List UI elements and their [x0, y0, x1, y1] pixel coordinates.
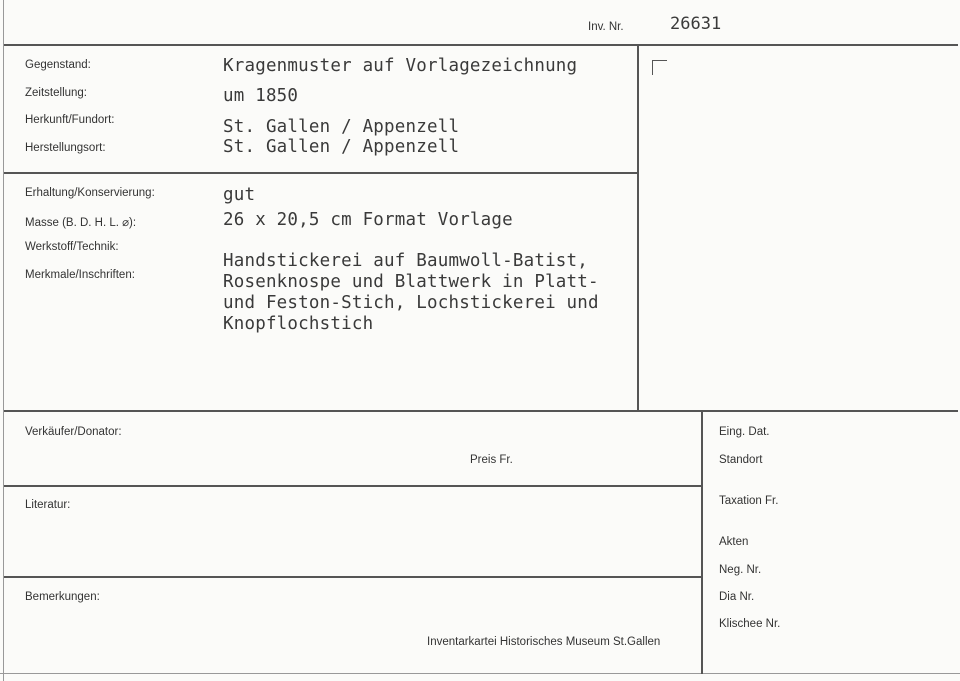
inv-nr-value: 26631	[670, 14, 722, 34]
header-rule	[4, 44, 958, 46]
dia-nr-label: Dia Nr.	[719, 591, 755, 603]
preis-label: Preis Fr.	[470, 454, 513, 466]
werkstoff-label: Werkstoff/Technik:	[25, 241, 119, 253]
merkmale-label: Merkmale/Inschriften:	[25, 269, 135, 281]
eing-dat-label: Eing. Dat.	[719, 426, 770, 438]
herkunft-value: St. Gallen / Appenzell	[223, 117, 460, 137]
technik-line: Rosenknospe und Blattwerk in Platt-	[223, 272, 599, 292]
masse-label: Masse (B. D. H. L. ⌀):	[25, 217, 137, 229]
zeitstellung-value: um 1850	[223, 86, 299, 106]
main-rule	[4, 410, 958, 412]
erhaltung-value: gut	[223, 185, 256, 205]
masse-value: 26 x 20,5 cm Format Vorlage	[223, 210, 513, 230]
upper-divider	[637, 45, 639, 411]
gegenstand-value: Kragenmuster auf Vorlagezeichnung	[223, 56, 578, 76]
lower-divider	[701, 411, 703, 674]
card-left-edge	[3, 0, 4, 681]
card-footer: Inventarkartei Historisches Museum St.Gallen	[427, 636, 661, 648]
technik-line: und Feston-Stich, Lochstickerei und	[223, 293, 599, 313]
inv-nr-label: Inv. Nr.	[588, 21, 624, 33]
herkunft-label: Herkunft/Fundort:	[25, 114, 115, 126]
photo-corner-mark	[652, 60, 667, 75]
technik-line: Knopflochstich	[223, 314, 374, 334]
herstellungsort-value: St. Gallen / Appenzell	[223, 137, 460, 157]
erhaltung-label: Erhaltung/Konservierung:	[25, 187, 155, 199]
neg-nr-label: Neg. Nr.	[719, 564, 762, 576]
taxation-label: Taxation Fr.	[719, 495, 779, 507]
klischee-nr-label: Klischee Nr.	[719, 618, 781, 630]
technik-line: Handstickerei auf Baumwoll-Batist,	[223, 251, 589, 271]
herstellungsort-label: Herstellungsort:	[25, 142, 106, 154]
verkaeufer-rule	[4, 485, 702, 487]
section1-rule	[4, 172, 638, 174]
bemerkungen-label: Bemerkungen:	[25, 591, 100, 603]
zeitstellung-label: Zeitstellung:	[25, 87, 88, 99]
card-bottom-edge	[0, 673, 960, 674]
akten-label: Akten	[719, 536, 749, 548]
literatur-rule	[4, 576, 702, 578]
standort-label: Standort	[719, 454, 763, 466]
verkaeufer-label: Verkäufer/Donator:	[25, 426, 122, 438]
gegenstand-label: Gegenstand:	[25, 59, 91, 71]
literatur-label: Literatur:	[25, 499, 71, 511]
